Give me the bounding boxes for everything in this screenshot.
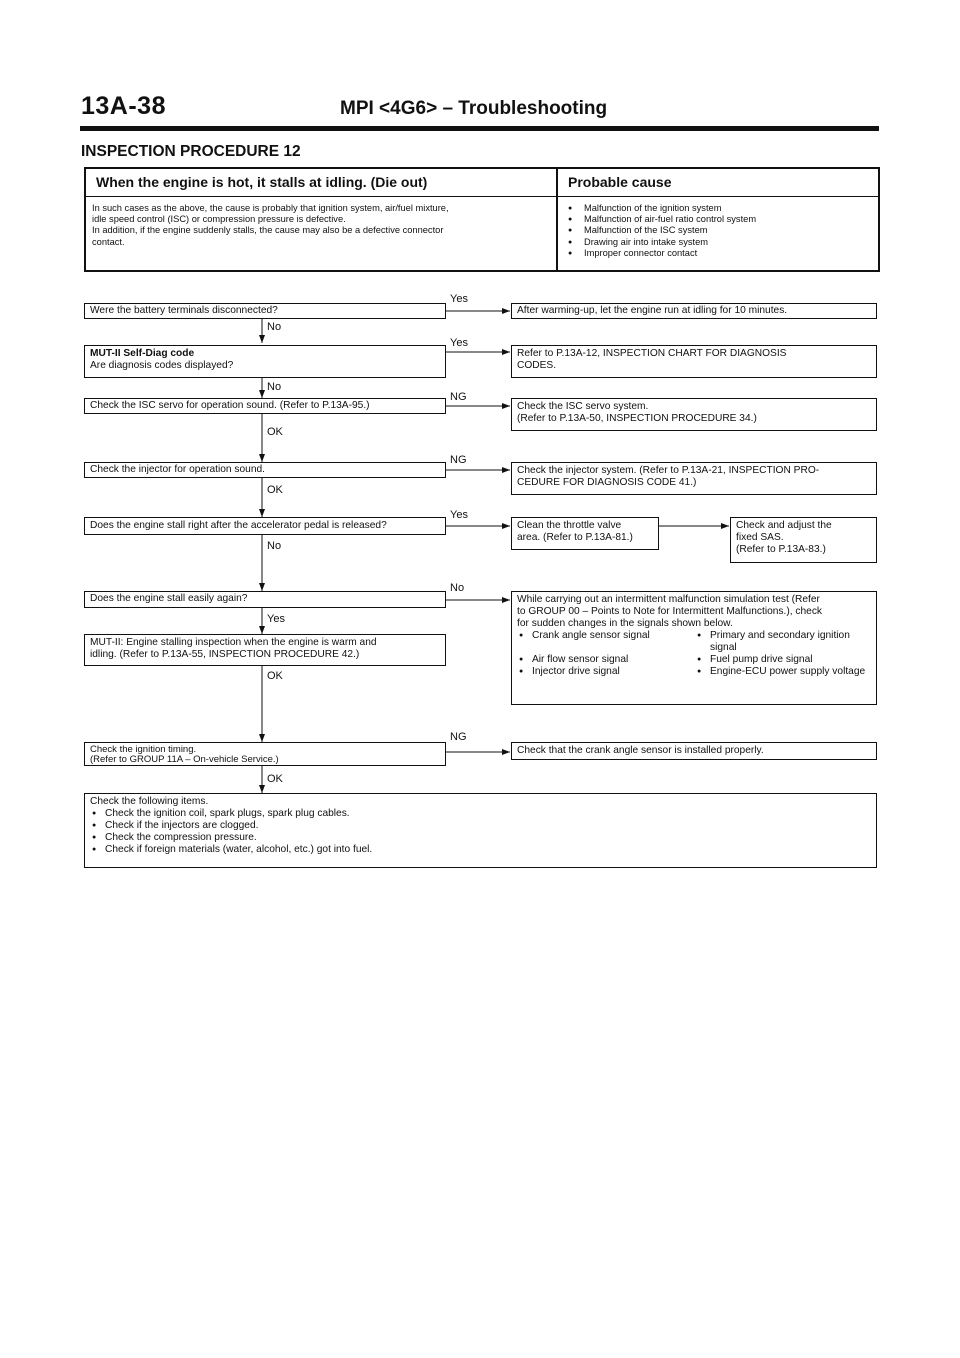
text-line: fixed SAS. [736, 532, 784, 543]
page-title: MPI <4G6> – Troubleshooting [340, 98, 608, 119]
text-line: idling. (Refer to P.13A-55, INSPECTION PROCEDURE 42.) [90, 649, 360, 660]
signal-list [517, 630, 871, 678]
cause-item: ● Drawing air into intake system [568, 237, 878, 248]
step-ignition-timing [84, 742, 446, 766]
text-line: for sudden changes in the signals shown below. [517, 618, 733, 629]
cause-item: ● Malfunction of the ignition system [568, 203, 878, 214]
text-line: While carrying out an intermittent malfunction simulation test (Refer [517, 594, 820, 605]
step-simulation-test [511, 591, 877, 705]
final-check-item: ● Check if foreign materials (water, alcohol, etc.) got into fuel. [90, 844, 871, 856]
final-title: Check the following items. [90, 796, 209, 807]
text-line: area. (Refer to P.13A-81.) [517, 532, 633, 543]
step-isc-servo-check: Check the ISC servo for operation sound. (Refer to P.13A-95.) [84, 398, 446, 414]
description-line: In addition, if the engine suddenly stalls, the cause may also be a defective connector [92, 225, 444, 236]
page-number: 13A-38 [81, 92, 166, 120]
step-clean-throttle [511, 517, 659, 550]
label-ng: NG [450, 454, 467, 466]
signal-item: ● Injector drive signal [517, 666, 695, 678]
cause-item: ● Malfunction of the ISC system [568, 225, 878, 236]
step-accelerator-question: Does the engine stall right after the accelerator pedal is released? [84, 517, 446, 535]
step-diag-chart-reference [511, 345, 877, 378]
final-check-item: ● Check the compression pressure. [90, 832, 871, 844]
symptom-heading: When the engine is hot, it stalls at idling. (Die out) [96, 174, 428, 190]
label-ok: OK [267, 484, 283, 496]
step-warmup-action: After warming-up, let the engine run at idling for 10 minutes. [511, 303, 877, 319]
description-line: In such cases as the above, the cause is probably that ignition system, air/fuel mixture, [92, 203, 449, 213]
signal-item: ● Fuel pump drive signal [695, 654, 875, 666]
step-self-diag-question [84, 345, 446, 378]
label-ok: OK [267, 773, 283, 785]
label-yes: Yes [267, 613, 285, 625]
self-diag-title: MUT-II Self-Diag code [90, 348, 195, 359]
self-diag-text: Are diagnosis codes displayed? [90, 360, 234, 371]
step-final-checks [84, 793, 877, 868]
procedure-title: INSPECTION PROCEDURE 12 [81, 143, 301, 160]
text-line: Refer to P.13A-12, INSPECTION CHART FOR DIAGNOSIS [517, 348, 787, 359]
label-no: No [267, 381, 282, 393]
text-line: MUT-II: Engine stalling inspection when the engine is warm and [90, 637, 377, 648]
step-stall-again-question: Does the engine stall easily again? [84, 591, 446, 608]
step-battery-question: Were the battery terminals disconnected? [84, 303, 446, 319]
text-line: Check and adjust the [736, 520, 832, 531]
cause-item: ● Improper connector contact [568, 248, 878, 259]
label-no: No [450, 582, 465, 594]
step-injector-check: Check the injector for operation sound. [84, 462, 446, 478]
step-stalling-inspection [84, 634, 446, 666]
text-line: (Refer to P.13A-83.) [736, 544, 826, 555]
final-check-list [90, 808, 871, 856]
label-ok: OK [267, 426, 283, 438]
probable-cause-heading: Probable cause [568, 174, 672, 190]
text-line: Clean the throttle valve [517, 520, 622, 531]
description-line: contact. [92, 236, 125, 247]
label-ok: OK [267, 670, 283, 682]
signal-item: ● Air flow sensor signal [517, 654, 695, 666]
signal-item: ● Crank angle sensor signal [517, 630, 695, 654]
label-no: No [267, 321, 282, 333]
cause-item: ● Malfunction of air-fuel ratio control system [568, 214, 878, 225]
text-line: (Refer to GROUP 11A – On-vehicle Service.) [90, 754, 279, 765]
label-yes: Yes [450, 337, 468, 349]
step-crank-sensor-check: Check that the crank angle sensor is installed properly. [511, 742, 877, 760]
step-isc-servo-system [511, 398, 877, 431]
text-line: CEDURE FOR DIAGNOSIS CODE 41.) [517, 477, 697, 488]
description-line: idle speed control (ISC) or compression pressure is defective. [92, 214, 346, 225]
text-line: to GROUP 00 – Points to Note for Intermittent Malfunctions.), check [517, 606, 823, 617]
label-ng: NG [450, 391, 467, 403]
step-adjust-sas [730, 517, 877, 563]
final-check-item: ● Check if the injectors are clogged. [90, 820, 871, 832]
final-check-item: ● Check the ignition coil, spark plugs, spark plug cables. [90, 808, 871, 820]
label-yes: Yes [450, 293, 468, 305]
signal-item: ● Engine-ECU power supply voltage [695, 666, 875, 678]
text-line: Check the ignition timing. [90, 744, 197, 755]
step-injector-system [511, 462, 877, 495]
label-ng: NG [450, 731, 467, 743]
text-line: Check the ISC servo system. [517, 401, 649, 412]
label-no: No [267, 540, 282, 552]
text-line: (Refer to P.13A-50, INSPECTION PROCEDURE 34.) [517, 413, 757, 424]
signal-item: ● Primary and secondary ignition signal [695, 630, 875, 654]
text-line: CODES. [517, 360, 557, 371]
label-yes: Yes [450, 509, 468, 521]
text-line: Check the injector system. (Refer to P.13A-21, INSPECTION PRO- [517, 465, 820, 476]
